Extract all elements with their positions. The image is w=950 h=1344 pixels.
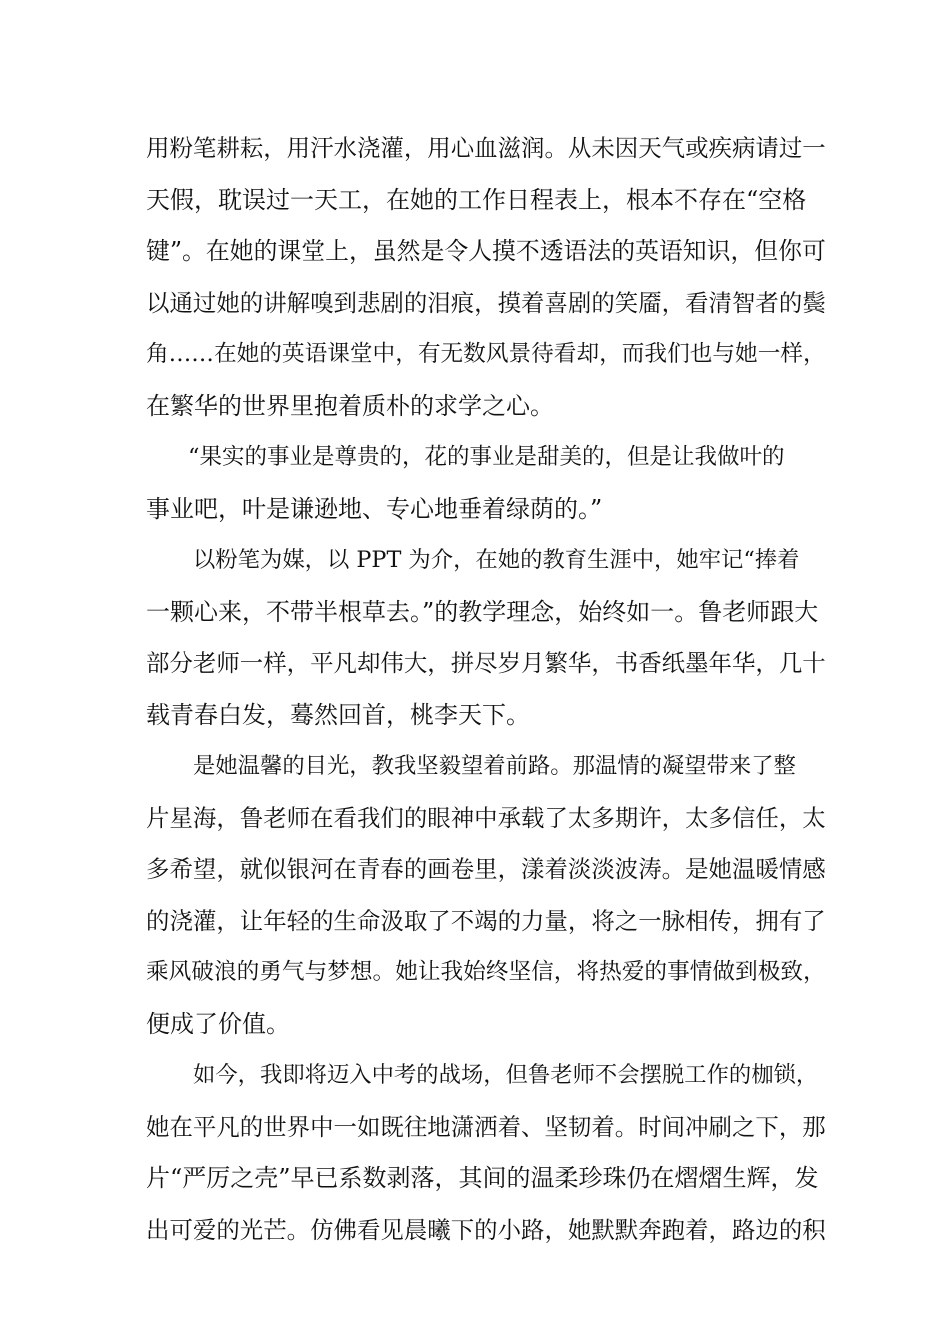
- text-line: 是她温馨的目光，教我坚毅望着前路。那温情的凝望带来了整: [193, 753, 796, 779]
- text-line: 以通过她的讲解嗅到悲剧的泪痕，摸着喜剧的笑靥，看清智者的鬓: [146, 289, 826, 317]
- text-line: 一颗心来，不带半根草去。”的教学理念，始终如一。鲁老师跟大: [146, 598, 819, 626]
- text-line: 在繁华的世界里抱着质朴的求学之心。: [146, 392, 554, 420]
- text-line: 以粉笔为媒，以 PPT 为介，在她的教育生涯中，她牢记“捧着: [193, 547, 800, 573]
- text-line: 她在平凡的世界中一如既往地潇洒着、坚韧着。时间冲刷之下，那: [146, 1113, 826, 1141]
- text-line: 天假，耽误过一天工，在她的工作日程表上，根本不存在“空格: [146, 186, 807, 214]
- text-line: 出可爱的光芒。仿佛看见晨曦下的小路，她默默奔跑着，路边的积: [146, 1216, 826, 1244]
- text-line: 便成了价值。: [146, 1010, 290, 1038]
- text-line: 事业吧，叶是谦逊地、专心地垂着绿荫的。”: [146, 495, 603, 523]
- text-line: 片星海，鲁老师在看我们的眼神中承载了太多期许，太多信任，太: [146, 804, 826, 832]
- text-line: 片“严厉之壳”早已系数剥落，其间的温柔珍珠仍在熠熠生辉，发: [146, 1164, 819, 1192]
- text-line: 多希望，就似银河在青春的画卷里，漾着淡淡波涛。是她温暖情感: [146, 855, 826, 883]
- text-line: 部分老师一样，平凡却伟大，拼尽岁月繁华，书香纸墨年华，几十: [146, 649, 826, 677]
- text-line: 如今，我即将迈入中考的战场，但鲁老师不会摆脱工作的枷锁，: [193, 1062, 819, 1088]
- text-line: 的浇灌，让年轻的生命汲取了不竭的力量，将之一脉相传，拥有了: [146, 907, 826, 935]
- text-line: 乘风破浪的勇气与梦想。她让我始终坚信，将热爱的事情做到极致，: [146, 959, 826, 985]
- text-line: 角……在她的英语课堂中，有无数风景待看却，而我们也与她一样，: [146, 341, 826, 367]
- text-line: 键”。在她的课堂上，虽然是令人摸不透语法的英语知识，但你可: [146, 237, 826, 265]
- text-line: 用粉笔耕耘，用汗水浇灌，用心血滋润。从未因天气或疾病请过一: [146, 134, 826, 162]
- text-line: 载青春白发，蓦然回首，桃李天下。: [146, 701, 530, 729]
- text-line: “果实的事业是尊贵的，花的事业是甜美的，但是让我做叶的: [188, 444, 785, 470]
